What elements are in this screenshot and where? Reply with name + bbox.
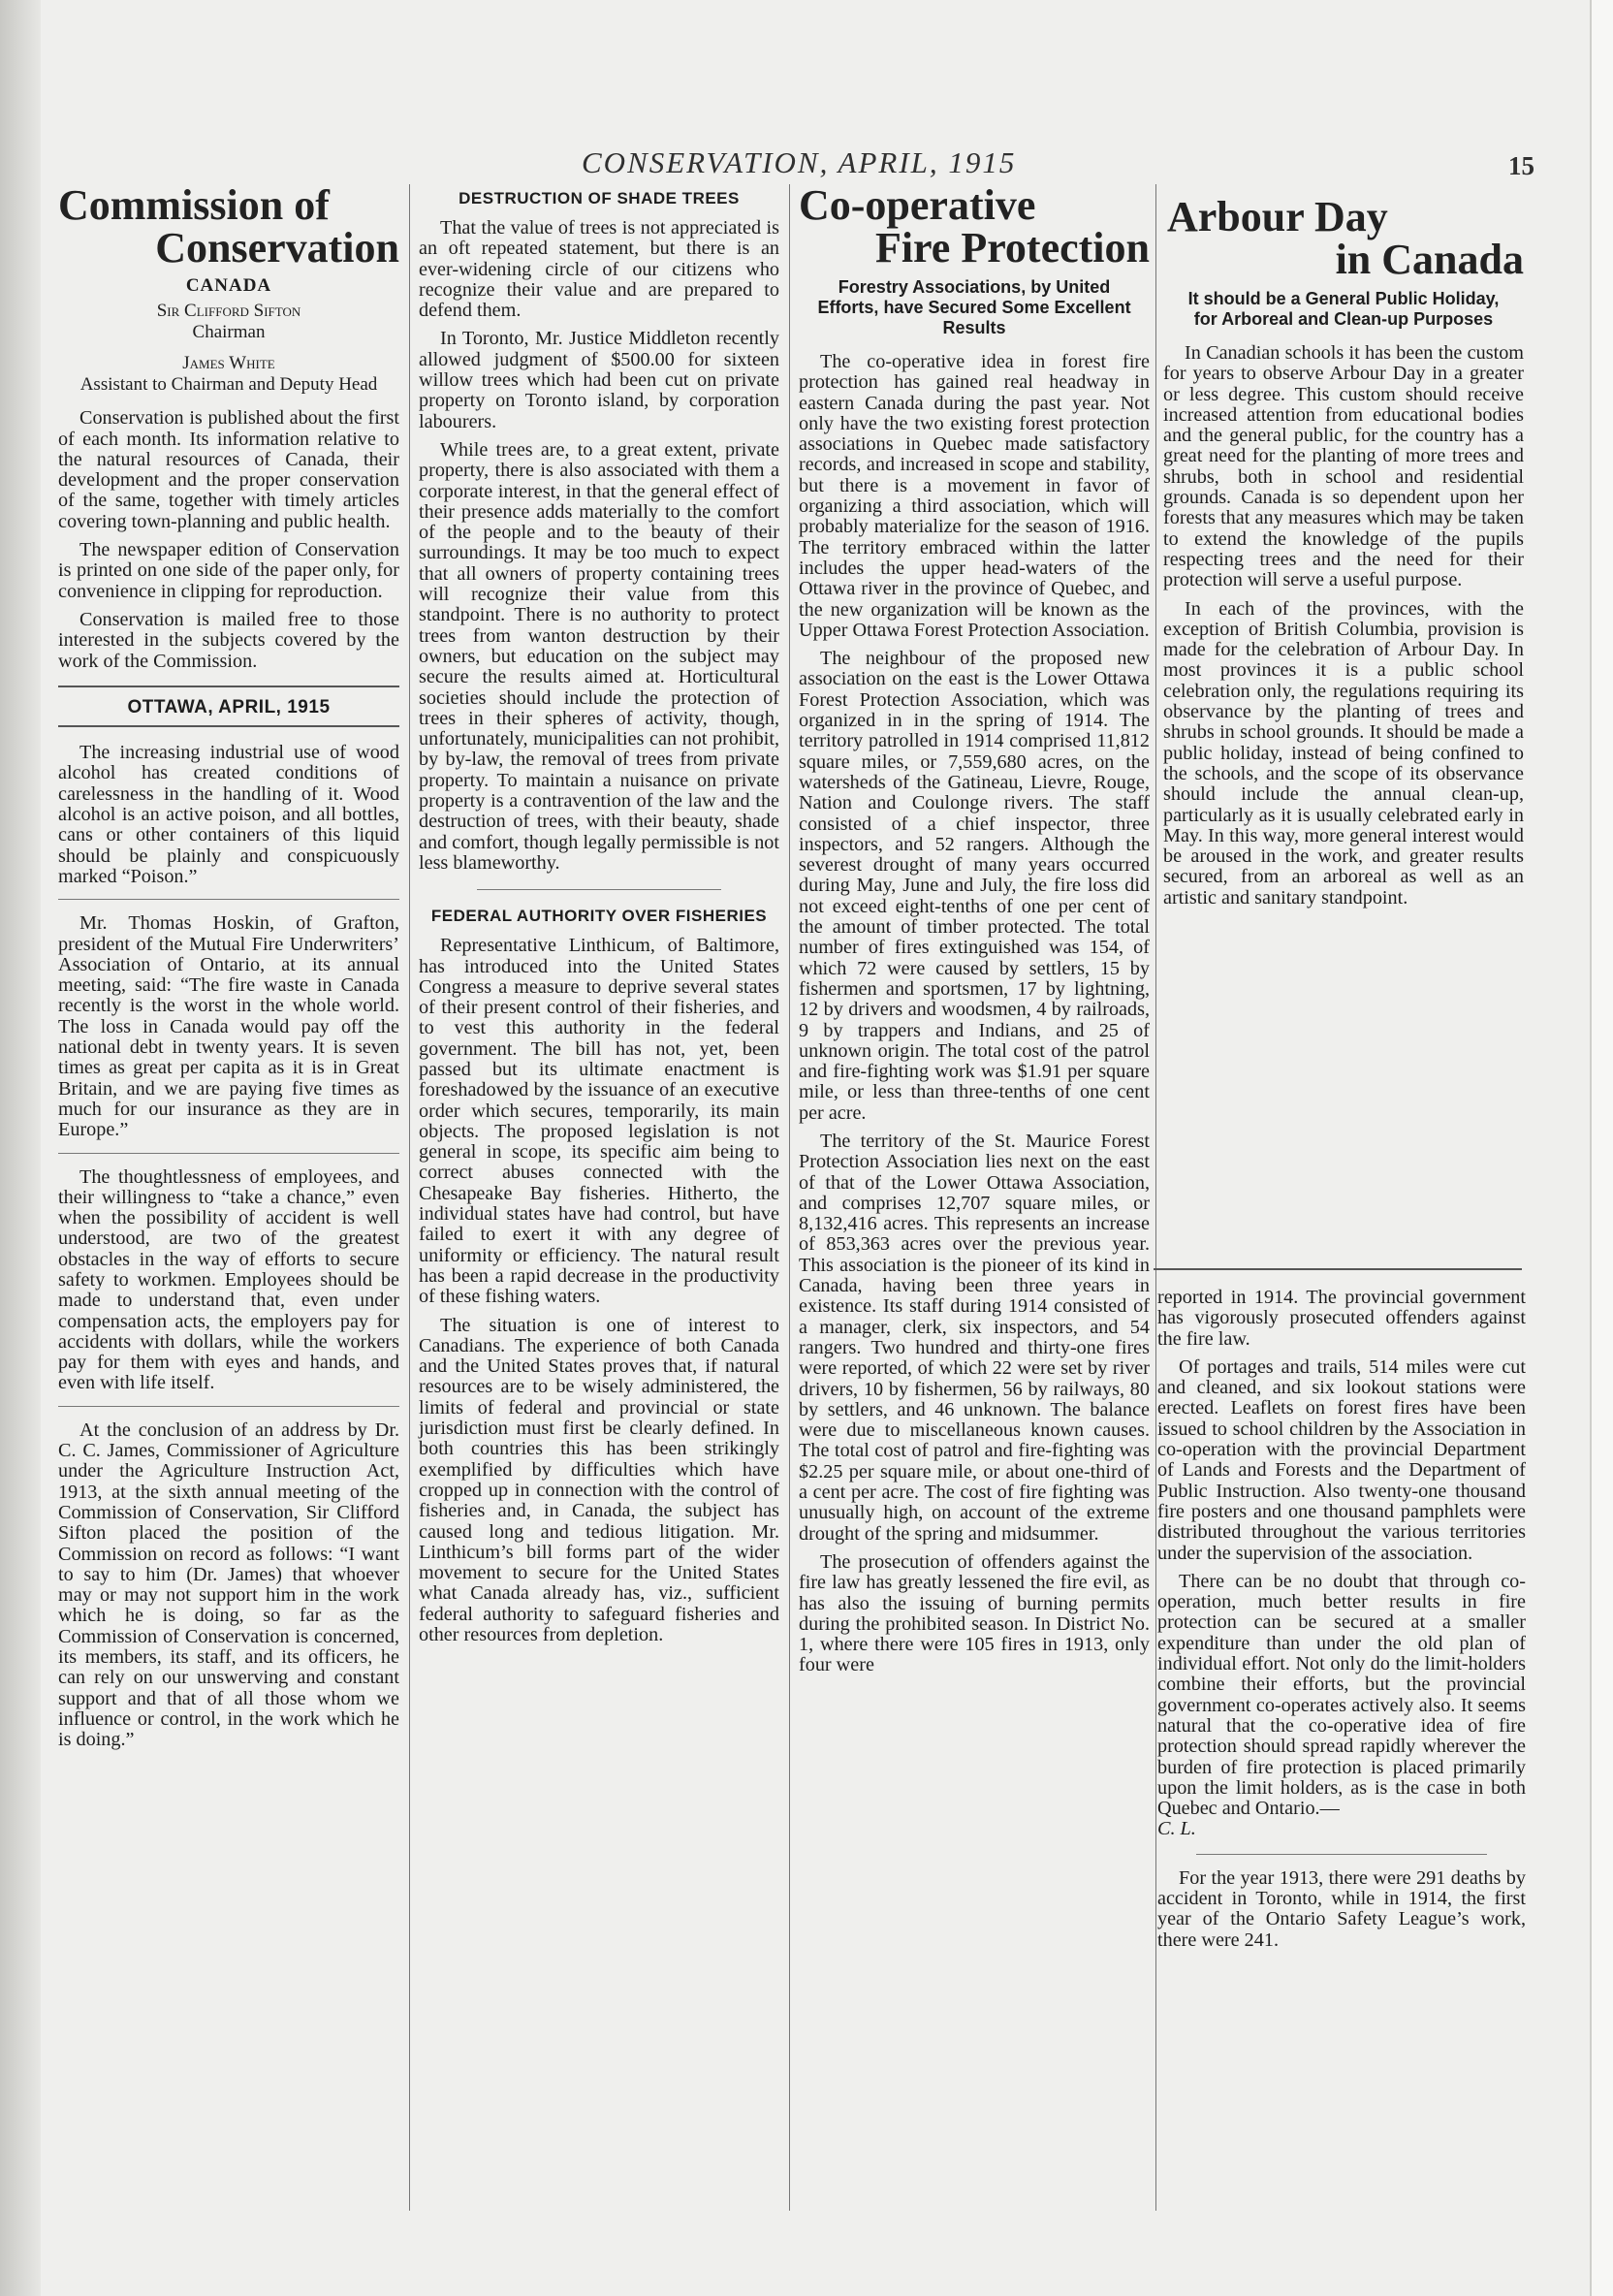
column-shade-trees: [419, 184, 779, 1653]
article-paragraph: Representative Linthicum, of Baltimore, has introduced into the United States Congress a measure to deprive several states of their present control of their fisheries, and to vest this authority in the federal government. The bill has not, yet, been passed but its ultimate enactment is foreshadowed by the issuance of an executive order which secures, temporarily, its main objects. The proposed legislation is not general in scope, its specific aim being to correct abuses connected with the Chesapeake Bay fisheries. Hitherto, the individual states have had control, but have failed to exert it with any degree of uniformity or efficiency. The natural result has been a rapid decrease in the productivity of these fishing waters.: [419, 935, 779, 1308]
running-head: CONSERVATION, APRIL, 1915: [582, 145, 1017, 179]
assistant-name: James White: [182, 353, 275, 374]
item-separator: [58, 1153, 399, 1154]
chairman-name: Sir Clifford Sifton: [156, 301, 301, 322]
article-paragraph: That the value of trees is not appreciated is an oft repeated statement, but there is an ever-widening circle of our citizens who recognize their value and are prepared to defend them.: [419, 217, 779, 322]
article-heading: FEDERAL AUTHORITY OVER FISHERIES: [430, 907, 768, 926]
article-title-line1: Co-operative: [799, 181, 1036, 229]
article-paragraph: The territory of the St. Maurice Forest Protection Association lies next on the east of that of the Lower Ottawa Association, and comprises 12,707 square miles, or 8,132,416 acres. This represents an increase of 853,363 acres over the previous year. This association is the pioneer of its kind in Canada, having been three years in existence. Its staff during 1914 consisted of a manager, clerk, six inspectors, and 54 rangers. Two hundred and thirty-one fires were reported, of which 22 were set by river drivers, 10 by fishermen, 56 by railways, 80 by settlers, and 46 unknown. The balance were due to miscellaneous known causes. The total cost of patrol and fire-fighting was $2.25 per square mile, or about one-third of a cent per acre. The cost of fire fighting was unusually high, on account of the extreme drought of the spring and midsummer.: [799, 1130, 1150, 1545]
column-continuation: [1157, 1288, 1526, 1959]
column-rule: [409, 184, 410, 2211]
news-item: For the year 1913, there were 291 deaths by accident in Toronto, while in 1914, the first year of the Ontario Safety League’s work, there were 241.: [1157, 1866, 1526, 1951]
article-title-line2: Fire Protection: [874, 224, 1150, 271]
column-masthead: [58, 181, 399, 1759]
article-paragraph: The prosecution of offenders against the fire law has greatly lessened the fire evil, as has also the issuing of burning permits during the prohibited season. In District No. 1, where there were 105 fires in 1913, only four were: [799, 1550, 1150, 1676]
article-deck: Forestry Associations, by United Efforts, have Secured Some Excellent Results: [817, 277, 1131, 337]
masthead-title: [58, 181, 399, 271]
article-paragraph: While trees are, to a great extent, private property, there is also associated with them a corporate interest, in that the general effect of their presence adds materially to the comfort of the people and to the beauty of their surroundings. It may be too much to expect that all owners of property containing trees will recognize their value from this standpoint. There is no authority to protect trees from wanton destruction by their owners, but education on the subject may secure the results aimed at. Horticultural societies should include the protection of trees in their spheres of activity, though, unfortunately, municipalities can not prohibit, by by-law, the removal of trees from private property. To maintain a nuisance on private property is a contravention of the law and the destruction of trees, with their beauty, shade and comfort, though legally permissible is not less blameworthy.: [419, 438, 779, 874]
masthead-paragraph: Conservation is mailed free to those interested in the subjects covered by the work of the Commission.: [58, 608, 399, 672]
article-paragraph: The co-operative idea in forest fire protection has gained real headway in eastern Canada during the past year. Not only have the two existing forest protection associations in Quebec made satisfactory records, and increased in scope and stability, but there is a movement in favor of organizing a third association, which will probably materialize for the season of 1916. The territory embraced within the latter includes the upper head-waters of the Ottawa river in the province of Quebec, and the new organization will be known as the Upper Ottawa Forest Protection Association.: [799, 351, 1150, 641]
column-fire-protection: [799, 181, 1150, 1684]
masthead-country: CANADA: [185, 275, 272, 296]
continued-paragraph: reported in 1914. The provincial government has vigorously prosecuted offenders against the fire law.: [1157, 1287, 1526, 1350]
article-title: [1163, 193, 1524, 283]
article-deck: It should be a General Public Holiday, for Arboreal and Clean-up Purposes: [1187, 289, 1500, 329]
editorial-paragraph: The thoughtlessness of employees, and their willingness to “take a chance,” even when the possibility of accident is well understood, are two of the greatest obstacles in the way of efforts to secure safety to workmen. Employees should be made to understand that, even under compensation acts, the employers pay for accidents with dollars, while the workers pay for them with eyes and hands, and even with life itself.: [58, 1165, 399, 1394]
page-number: 15: [1508, 151, 1534, 180]
editorial-paragraph: The increasing industrial use of wood alcohol has created conditions of carelessness in the handling of it. Wood alcohol is an active poison, and all bottles, cans or other containers of this liquid should be plainly and conspicuously marked “Poison.”: [58, 742, 399, 887]
editorial-paragraph: At the conclusion of an address by Dr. C. C. James, Commissioner of Agriculture under the Agriculture Instruction Act, 1913, at the sixth annual meeting of the Commission of Conservation, Sir Clifford Sifton placed the position of the Commission on record as follows: “I want to say to him (Dr. James) that whoever may or may not support him in the work which he is doing, so far as the Commission of Conservation is concerned, its members, its staff, and its officers, he can rely on our unswerving and constant support and that of all those whom we influence or control, in the work which he is doing.”: [58, 1419, 399, 1751]
item-separator: [1196, 1854, 1487, 1855]
masthead-title-line1: Commission of: [58, 181, 330, 229]
masthead-paragraph: The newspaper edition of Conservation is printed on one side of the paper only, for convenience in clipping for reproduction.: [58, 539, 399, 602]
author-signature: C. L.: [1157, 1818, 1196, 1840]
column-rule: [1155, 184, 1156, 2211]
dateline: OTTAWA, APRIL, 1915: [127, 696, 331, 718]
assistant-title: Assistant to Chairman and Deputy Head: [79, 374, 378, 396]
article-title-line1: Arbour Day: [1167, 193, 1388, 240]
article-paragraph: The situation is one of interest to Canadians. The experience of both Canada and the United States proves that, if natural resources are to be wisely administered, the limits of federal and provincial or state jurisdiction must first be clearly defined. In both countries this has been strikingly exemplified by difficulties which have cropped up in connection with the control of fisheries and, in Canada, the subject has caused long and tedious litigation. Mr. Linthicum’s bill forms part of the wider movement to secure for the United States what Canada already has, viz., sufficient federal authority to safeguard fisheries and other resources from depletion.: [419, 1314, 779, 1645]
article-title: [799, 181, 1150, 271]
article-paragraph: In Toronto, Mr. Justice Middleton recently allowed judgment of $500.00 for sixteen willow trees which had been cut on private property on Toronto island, by corporation labourers.: [419, 328, 779, 432]
article-paragraph: Of portages and trails, 514 miles were cut and cleaned, and six lookout stations were erected. Leaflets on forest fires have been issued to school children by the Association in co-operation with the provincial Department of Lands and Forests and the Department of Public Instruction. Also twenty-one thousand fire posters and one thousand pamphlets were distributed throughout the various territories under the supervision of the association.: [1157, 1355, 1526, 1564]
article-paragraph: There can be no doubt that through co-operation, much better results in fire protection can be secured at a smaller expenditure than under the old plan of individual effort. Not only do the limit-holders combine their efforts, but the provincial government co-operates actively also. It seems natural that the co-operative idea of fire protection should spread rapidly wherever the burden of fire protection is placed primarily upon the limit holders, as is the case in both Quebec and Ontario.—: [1157, 1570, 1526, 1820]
article-paragraph: In each of the provinces, with the exception of British Columbia, provision is made for the celebration of Arbour Day. In most provinces it is a public school celebration only, the regulations requiring its observance by the planting of trees and shrubs in school grounds. It should be made a public holiday, instead of being confined to the schools, and the scope of its observance should include the annual clean-up, particularly as it is usually celebrated early in May. In this way, more general interest would be aroused in the work, and greater results secured, from an arboreal as well as an artistic and sanitary standpoint.: [1163, 597, 1524, 909]
item-separator: [477, 889, 721, 890]
editorial-paragraph: Mr. Thomas Hoskin, of Grafton, president of the Mutual Fire Underwriters’ Association of Ontario, at its annual meeting, said: “The fire waste in Canada recently is the worst in the whole world. The loss in Canada would pay off the national debt in twenty years. It is seven times as great per capita as it is in Great Britain, and we are paying five times as much for our insurance as they are in Europe.”: [58, 912, 399, 1141]
section-divider: [1154, 1268, 1522, 1270]
column-arbour-day: [1163, 184, 1524, 916]
article-heading: DESTRUCTION OF SHADE TREES: [459, 189, 740, 207]
masthead-paragraph: Conservation is published about the first of each month. Its information relative to the natural resources of Canada, their development and the proper conservation of the same, together with timely articles covering town-planning and public health.: [58, 407, 399, 532]
item-separator: [58, 1406, 399, 1407]
item-separator: [58, 899, 399, 900]
section-divider: [58, 725, 399, 727]
masthead-title-line2: Conservation: [155, 224, 399, 271]
article-paragraph: The neighbour of the proposed new association on the east is the Lower Ottawa Forest Protection Association, which was organized in in the spring of 1914. The territory patrolled in 1914 comprised 11,812 square miles, or 7,559,680 acres, on the watersheds of the Gatineau, Lievre, Rouge, Nation and Coulonge rivers. The staff consisted of a chief inspector, three inspectors, and 52 rangers. Although the severest drought of many years occurred during May, June and July, the fire loss did not exceed eight-tenths of one per cent of the amount of timber protected. The total number of fires extinguished was 154, of which 72 were caused by settlers, 15 by fishermen and sportsmen, 17 by lightning, 12 by drivers and woodsmen, 4 by railroads, 9 by trappers and Indians, and 25 of unknown origin. The total cost of the patrol and fire-fighting work was $1.91 per square mile, or less than three-tenths of one cent per acre.: [799, 648, 1150, 1124]
chairman-title: Chairman: [192, 322, 266, 343]
column-rule: [789, 184, 790, 2211]
article-title-line2: in Canada: [1335, 236, 1524, 283]
article-paragraph: In Canadian schools it has been the custom for years to observe Arbour Day in a greater or less degree. This custom should receive increased attention from educational bodies and the general public, for the country has a great need for the planting of more trees and shrubs, both in school and residential grounds. Canada is so dependent upon her forests that any measures which may be taken to extend the knowledge of the pupils respecting trees and the need for their protection will serve a useful purpose.: [1163, 342, 1524, 591]
section-divider: [58, 686, 399, 687]
